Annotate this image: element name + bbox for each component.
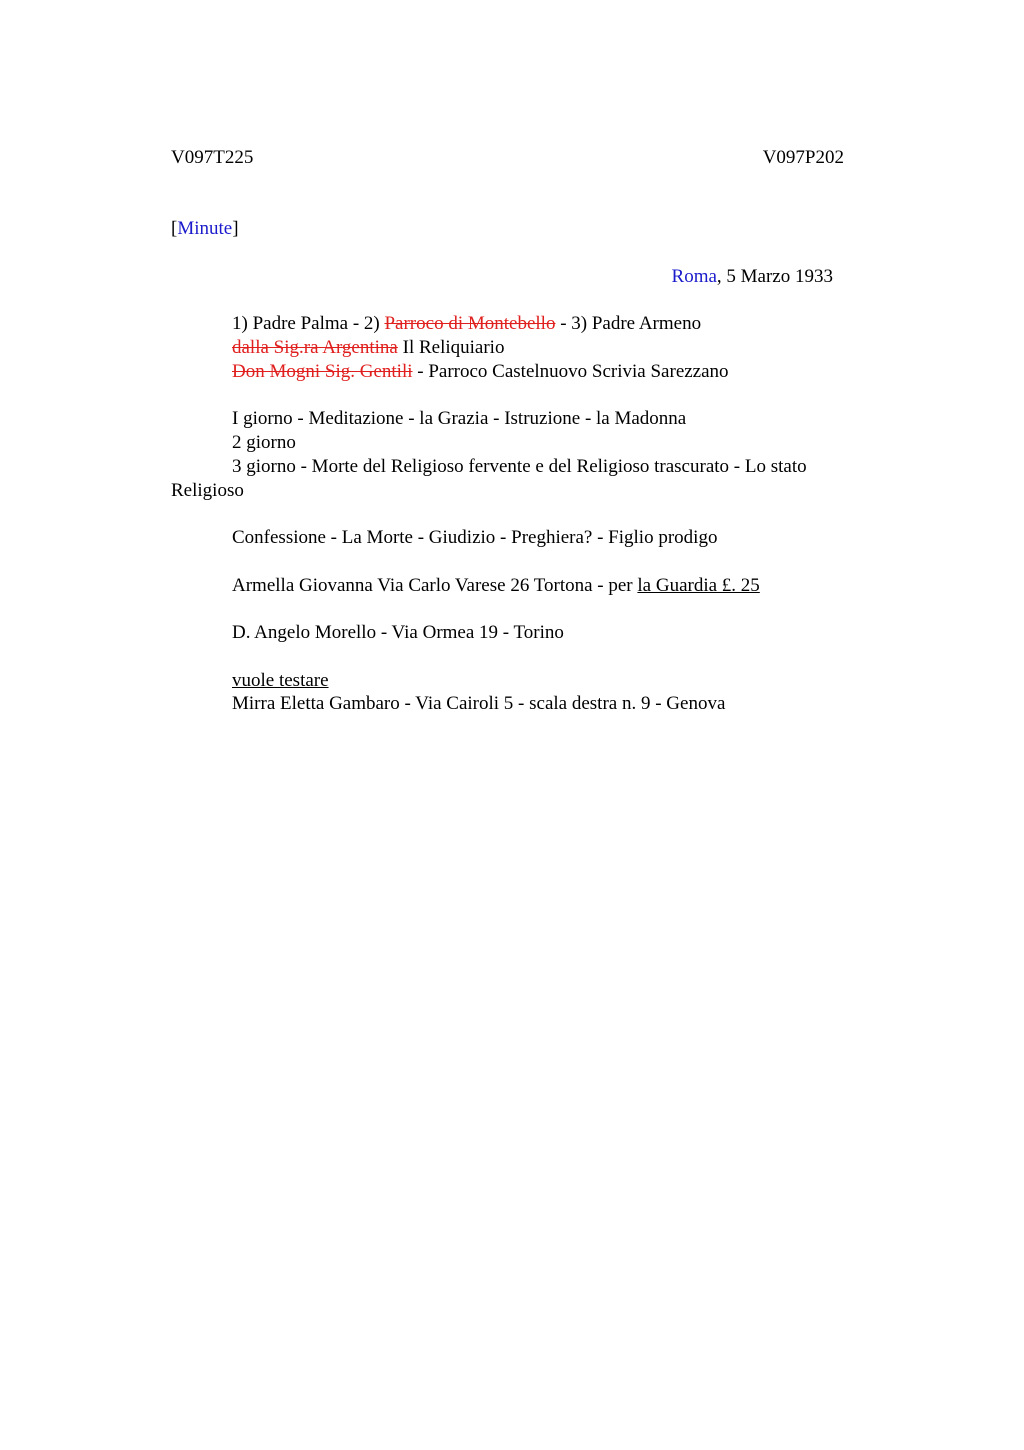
morello-line: D. Angelo Morello - Via Ormea 19 - Torino [232, 622, 564, 643]
notes-line-2-text: Il Reliquiario [397, 337, 505, 358]
notes-line-1-struck: Parroco di Montebello [384, 313, 556, 334]
notes-line-1-text-b: - 3) Padre Armeno [555, 313, 702, 334]
dateline [672, 265, 833, 289]
minute-close-bracket: ] [232, 218, 239, 239]
armella-line [232, 574, 760, 598]
day-2-line: 2 giorno [232, 432, 296, 453]
header-right-code: V097P202 [762, 147, 844, 168]
dateline-place-link[interactable]: Roma [671, 266, 717, 287]
dateline-date: , 5 Marzo 1933 [716, 266, 833, 287]
confession-line: Confessione - La Morte - Giudizio - Preghiera? - Figlio prodigo [232, 527, 718, 548]
notes-line-2-struck: dalla Sig.ra Argentina [232, 337, 398, 358]
testare-line: vuole testare [232, 670, 329, 691]
header-left-code: V097T225 [171, 147, 254, 168]
notes-line-2 [232, 336, 504, 360]
notes-line-1 [232, 312, 701, 336]
notes-line-3 [232, 360, 729, 384]
minute-open-bracket: [ [171, 218, 178, 239]
notes-line-3-struck: Don Mogni Sig. Gentili [232, 361, 413, 382]
minute-tag [171, 217, 239, 241]
day-1-line: I giorno - Meditazione - la Grazia - Istruzione - la Madonna [232, 408, 687, 429]
armella-text: Armella Giovanna Via Carlo Varese 26 Tortona - per [232, 575, 638, 596]
notes-line-1-text-a: 1) Padre Palma - 2) [232, 313, 385, 334]
notes-line-3-text: - Parroco Castelnuovo Scrivia Sarezzano [412, 361, 729, 382]
day-3-line: 3 giorno - Morte del Religioso fervente e del Religioso trascurato - Lo stato [232, 456, 807, 477]
mirra-line: Mirra Eletta Gambaro - Via Cairoli 5 - scala destra n. 9 - Genova [232, 693, 726, 714]
day-3-continuation: Religioso [171, 480, 244, 501]
armella-underlined: la Guardia £. 25 [637, 575, 760, 596]
minute-link[interactable]: Minute [177, 218, 233, 239]
